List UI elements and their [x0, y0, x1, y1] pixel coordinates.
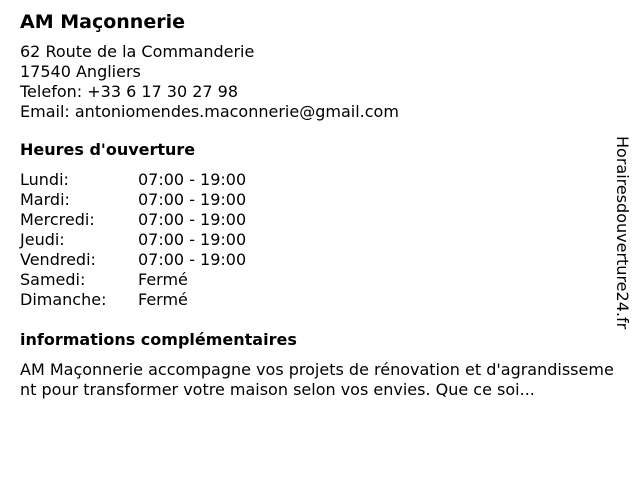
time-range: 07:00 - 19:00 — [138, 210, 247, 229]
time-range: Fermé — [138, 270, 188, 289]
time-range: 07:00 - 19:00 — [138, 190, 247, 209]
hours-row-monday — [20, 170, 616, 190]
business-card — [20, 10, 616, 400]
hours-row-thursday — [20, 230, 616, 250]
time-range: 07:00 - 19:00 — [138, 250, 247, 269]
day-label: Lundi: — [20, 170, 69, 189]
day-label: Mardi: — [20, 190, 70, 209]
address-street: 62 Route de la Commanderie — [20, 42, 255, 61]
address-city: 17540 Angliers — [20, 62, 141, 81]
hours-row-wednesday — [20, 210, 616, 230]
time-range: Fermé — [138, 290, 188, 309]
email-address: Email: antoniomendes.maconnerie@gmail.com — [20, 102, 399, 121]
day-label: Samedi: — [20, 270, 86, 289]
day-label: Dimanche: — [20, 290, 107, 309]
phone-number: Telefon: +33 6 17 30 27 98 — [20, 82, 239, 101]
day-label: Jeudi: — [20, 230, 65, 249]
site-watermark: Horairesdouverture24.fr — [613, 136, 632, 330]
hours-row-friday — [20, 250, 616, 270]
day-label: Vendredi: — [20, 250, 96, 269]
hours-row-sunday — [20, 290, 616, 310]
day-label: Mercredi: — [20, 210, 95, 229]
hours-row-saturday — [20, 270, 616, 290]
time-range: 07:00 - 19:00 — [138, 230, 247, 249]
hours-table — [20, 170, 616, 310]
info-heading: informations complémentaires — [20, 330, 297, 349]
business-name: AM Maçonnerie — [20, 11, 185, 33]
time-range: 07:00 - 19:00 — [138, 170, 247, 189]
hours-row-tuesday — [20, 190, 616, 210]
hours-heading: Heures d'ouverture — [20, 140, 196, 159]
business-description: AM Maçonnerie accompagne vos projets de rénovation et d'agrandissement pour transformer votre maison selon vos envies. Que ce soi... — [20, 360, 614, 399]
